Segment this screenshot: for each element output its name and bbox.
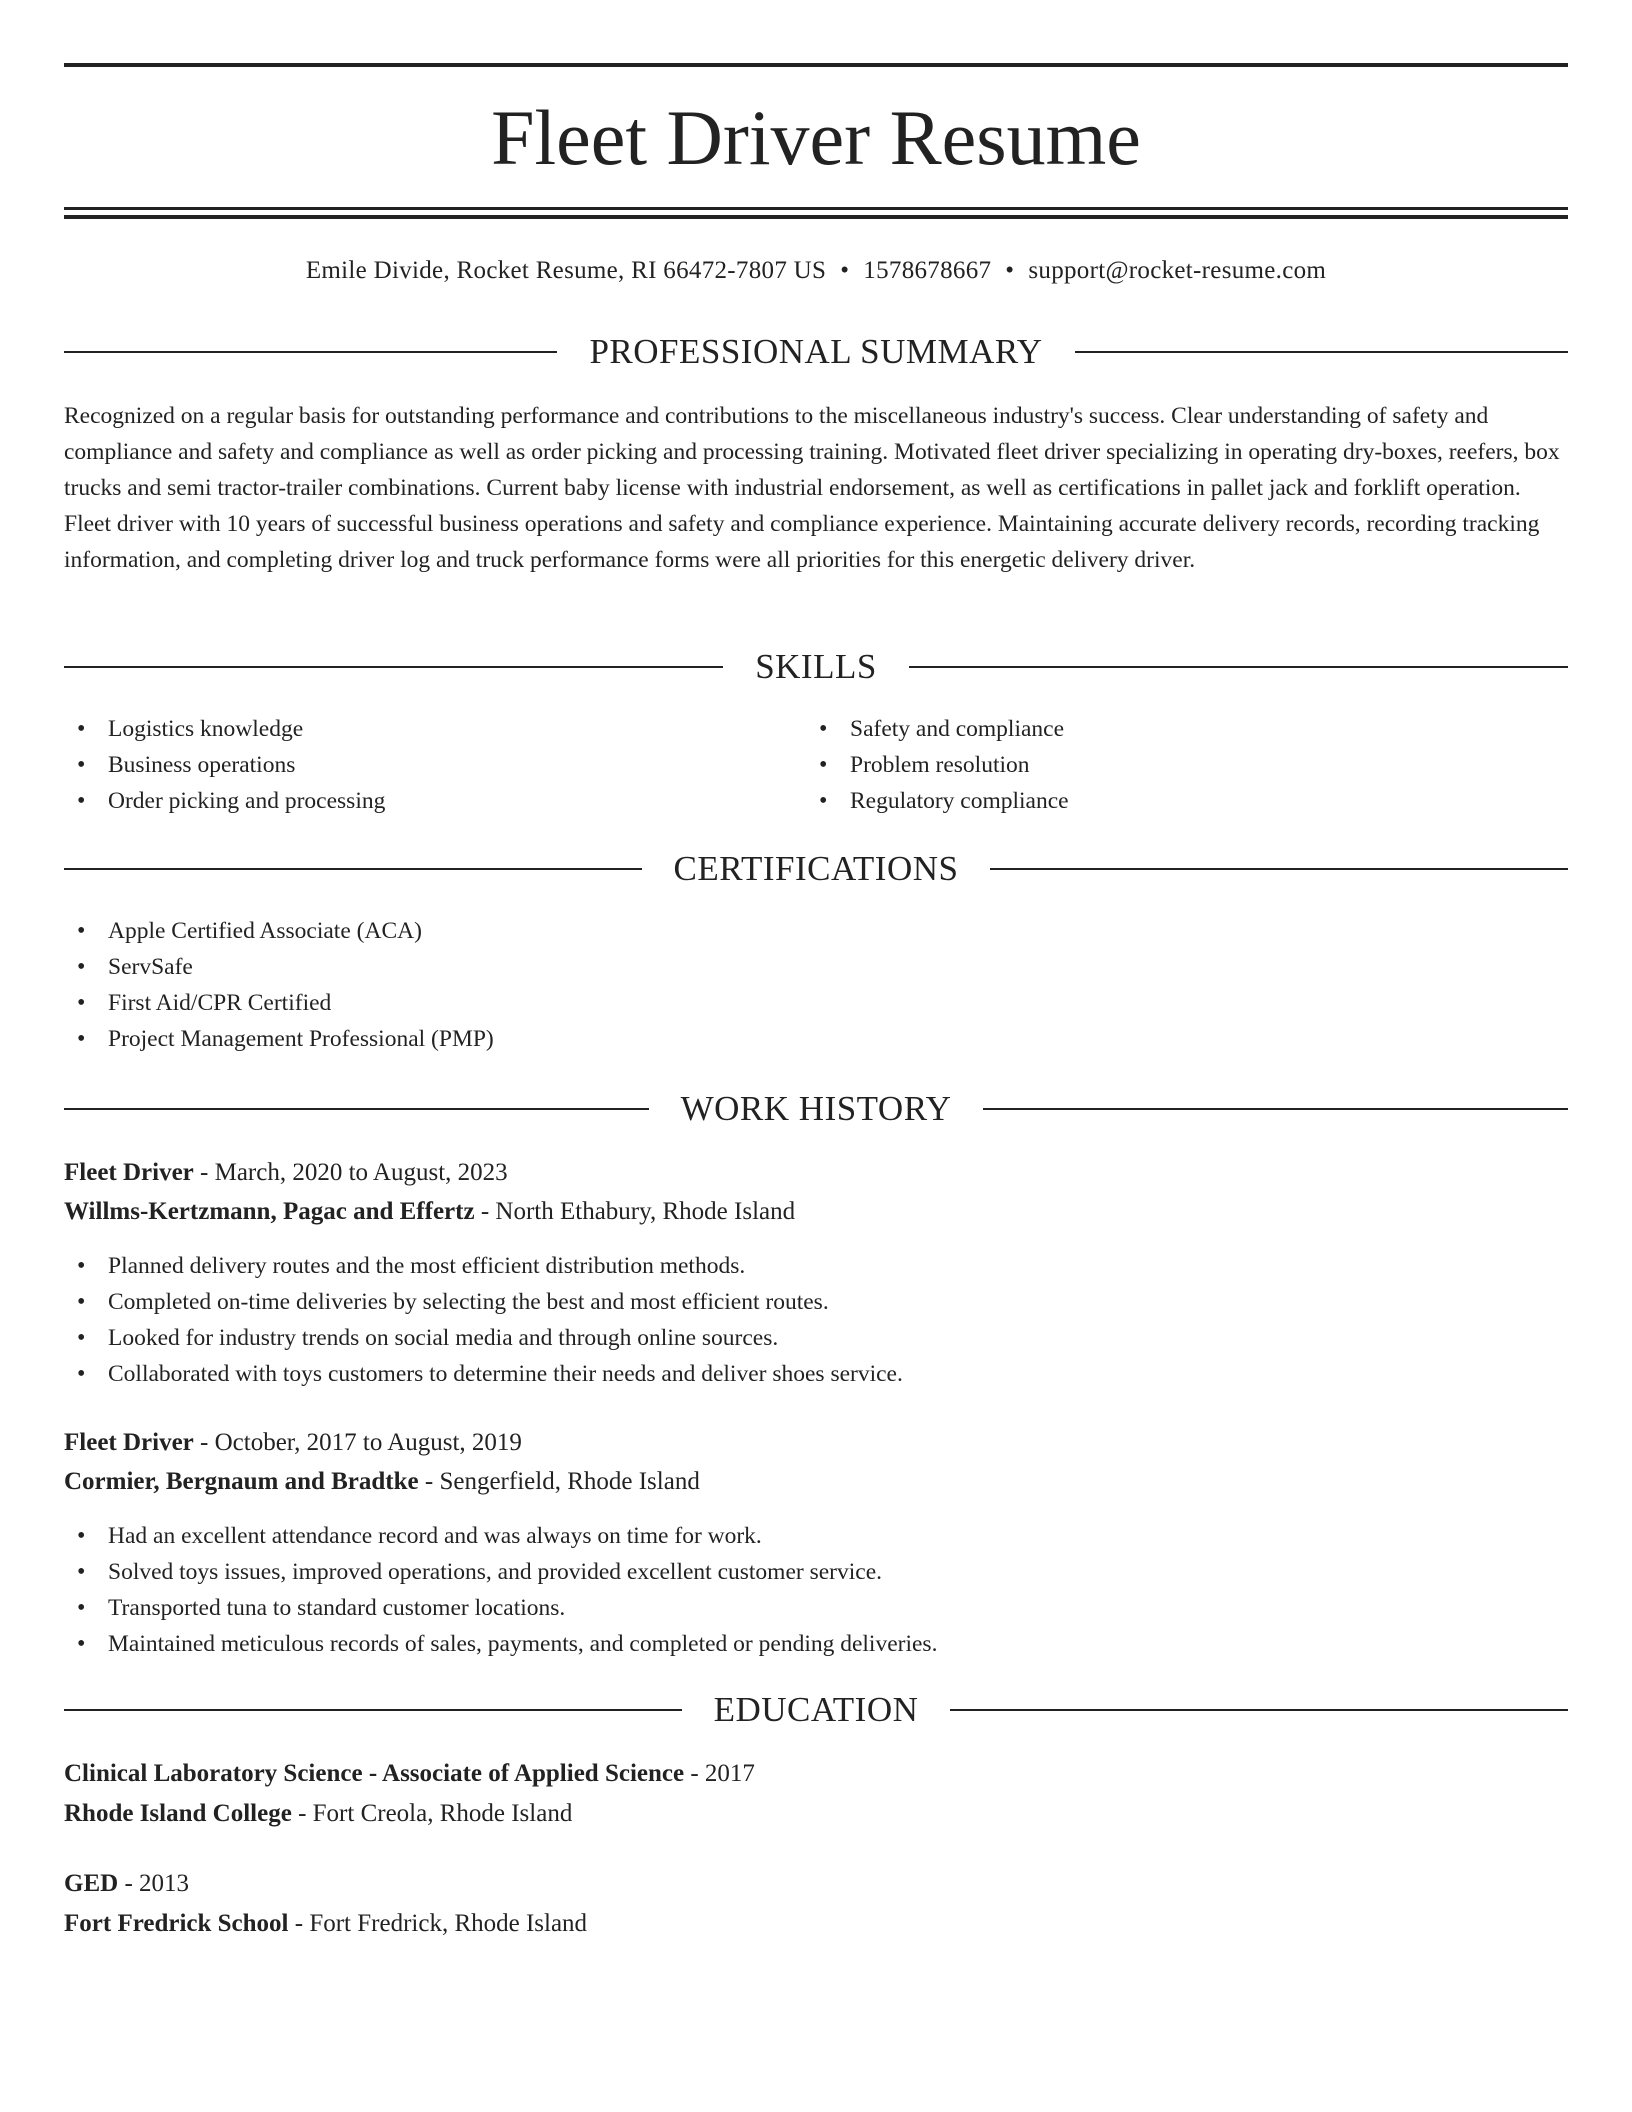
job-title-line	[64, 1424, 1568, 1462]
skills-list-right	[806, 711, 1546, 819]
job-bullet: • Completed on-time deliveries by selecting the best and most efficient routes.	[64, 1284, 1568, 1320]
work-heading	[64, 1087, 1568, 1131]
title-rule-thick	[64, 215, 1568, 219]
certification-item: • ServSafe	[64, 949, 1568, 985]
education-school: Fort Fredrick School	[64, 1910, 289, 1937]
job-bullet: • Had an excellent attendance record and was always on time for work.	[64, 1518, 1568, 1554]
certification-item: • Apple Certified Associate (ACA)	[64, 913, 1568, 949]
education-school-line	[64, 1905, 1568, 1943]
education-year: - 2017	[684, 1760, 755, 1787]
job-company-line	[64, 1193, 1568, 1231]
certifications-heading-label: CERTIFICATIONS	[673, 849, 959, 888]
summary-heading	[64, 330, 1568, 374]
heading-rule-right	[983, 1108, 1568, 1110]
education-school: Rhode Island College	[64, 1800, 292, 1827]
top-rule	[64, 63, 1568, 67]
education-degree-line	[64, 1865, 1568, 1903]
heading-rule-right	[909, 666, 1568, 668]
job-company-line	[64, 1463, 1568, 1501]
heading-rule-right	[1075, 351, 1568, 353]
heading-rule-left	[64, 1709, 682, 1711]
summary-text: Recognized on a regular basis for outstanding performance and contributions to the miscellaneous industry's success. Clear understanding of safety and compliance and safety and compliance as well as order picking and processing training. Motivated fleet driver specializing in operating dry-boxes, reefers, box trucks and semi tractor-trailer combinations. Current baby license with industrial endorsement, as well as certifications in pallet jack and forklift operation. Fleet driver with 10 years of successful business operations and safety and compliance experience. Maintaining accurate delivery records, recording tracking information, and completing driver log and truck performance forms were all priorities for this energetic delivery driver.	[64, 403, 1560, 573]
education-year: - 2013	[118, 1870, 190, 1897]
job-title: Fleet Driver	[64, 1159, 194, 1186]
contact-address: Emile Divide, Rocket Resume, RI 66472-7807 US	[305, 257, 827, 284]
heading-rule-right	[950, 1709, 1568, 1711]
job-dates: - October, 2017 to August, 2019	[193, 1429, 522, 1456]
job-title-line	[64, 1154, 1568, 1192]
job-company: Cormier, Bergnaum and Bradtke	[64, 1468, 419, 1495]
education-location: - Fort Fredrick, Rhode Island	[288, 1910, 588, 1937]
education-school-line	[64, 1795, 1568, 1833]
job-location: - North Ethabury, Rhode Island	[474, 1198, 796, 1225]
job-bullet: • Maintained meticulous records of sales, payments, and completed or pending deliveries.	[64, 1626, 1568, 1662]
skill-item: • Order picking and processing	[64, 783, 804, 819]
education-heading	[64, 1688, 1568, 1732]
heading-rule-right	[990, 868, 1568, 870]
contact-line	[64, 252, 1568, 290]
certifications-list	[64, 913, 1568, 1057]
skill-item: • Logistics knowledge	[64, 711, 804, 747]
resume-title: Fleet Driver Resume	[491, 94, 1141, 181]
job-bullet: • Planned delivery routes and the most efficient distribution methods.	[64, 1248, 1568, 1284]
skill-item: • Business operations	[64, 747, 804, 783]
job-bullet: • Transported tuna to standard customer locations.	[64, 1590, 1568, 1626]
job-bullets	[64, 1248, 1568, 1392]
education-degree: GED	[64, 1870, 119, 1897]
education-degree: Clinical Laboratory Science - Associate of Applied Science	[64, 1760, 685, 1787]
job-location: - Sengerfield, Rhode Island	[418, 1468, 700, 1495]
heading-rule-left	[64, 868, 642, 870]
summary-heading-label: PROFESSIONAL SUMMARY	[589, 332, 1043, 371]
skills-heading-label: SKILLS	[755, 647, 877, 686]
heading-rule-left	[64, 666, 723, 668]
contact-separator: •	[840, 257, 850, 284]
skill-item: • Safety and compliance	[806, 711, 1546, 747]
skills-list-left	[64, 711, 804, 819]
job-company: Willms-Kertzmann, Pagac and Effertz	[64, 1198, 475, 1225]
job-bullets	[64, 1518, 1568, 1662]
job-bullet: • Looked for industry trends on social media and through online sources.	[64, 1320, 1568, 1356]
skill-item: • Problem resolution	[806, 747, 1546, 783]
contact-email: support@rocket-resume.com	[1028, 257, 1327, 284]
certification-item: • First Aid/CPR Certified	[64, 985, 1568, 1021]
education-heading-label: EDUCATION	[713, 1690, 919, 1729]
job-bullet: • Collaborated with toys customers to determine their needs and deliver shoes service.	[64, 1356, 1568, 1392]
job-bullet: • Solved toys issues, improved operations, and provided excellent customer service.	[64, 1554, 1568, 1590]
certification-item: • Project Management Professional (PMP)	[64, 1021, 1568, 1057]
job-dates: - March, 2020 to August, 2023	[193, 1159, 508, 1186]
education-location: - Fort Creola, Rhode Island	[291, 1800, 573, 1827]
title-rule-thin	[64, 207, 1568, 210]
work-heading-label: WORK HISTORY	[680, 1089, 952, 1128]
heading-rule-left	[64, 351, 557, 353]
skill-item: • Regulatory compliance	[806, 783, 1546, 819]
heading-rule-left	[64, 1108, 649, 1110]
job-title: Fleet Driver	[64, 1429, 194, 1456]
contact-separator: •	[1005, 257, 1015, 284]
contact-phone: 1578678667	[863, 257, 992, 284]
education-degree-line	[64, 1755, 1568, 1793]
skills-heading	[64, 645, 1568, 689]
certifications-heading	[64, 847, 1568, 891]
